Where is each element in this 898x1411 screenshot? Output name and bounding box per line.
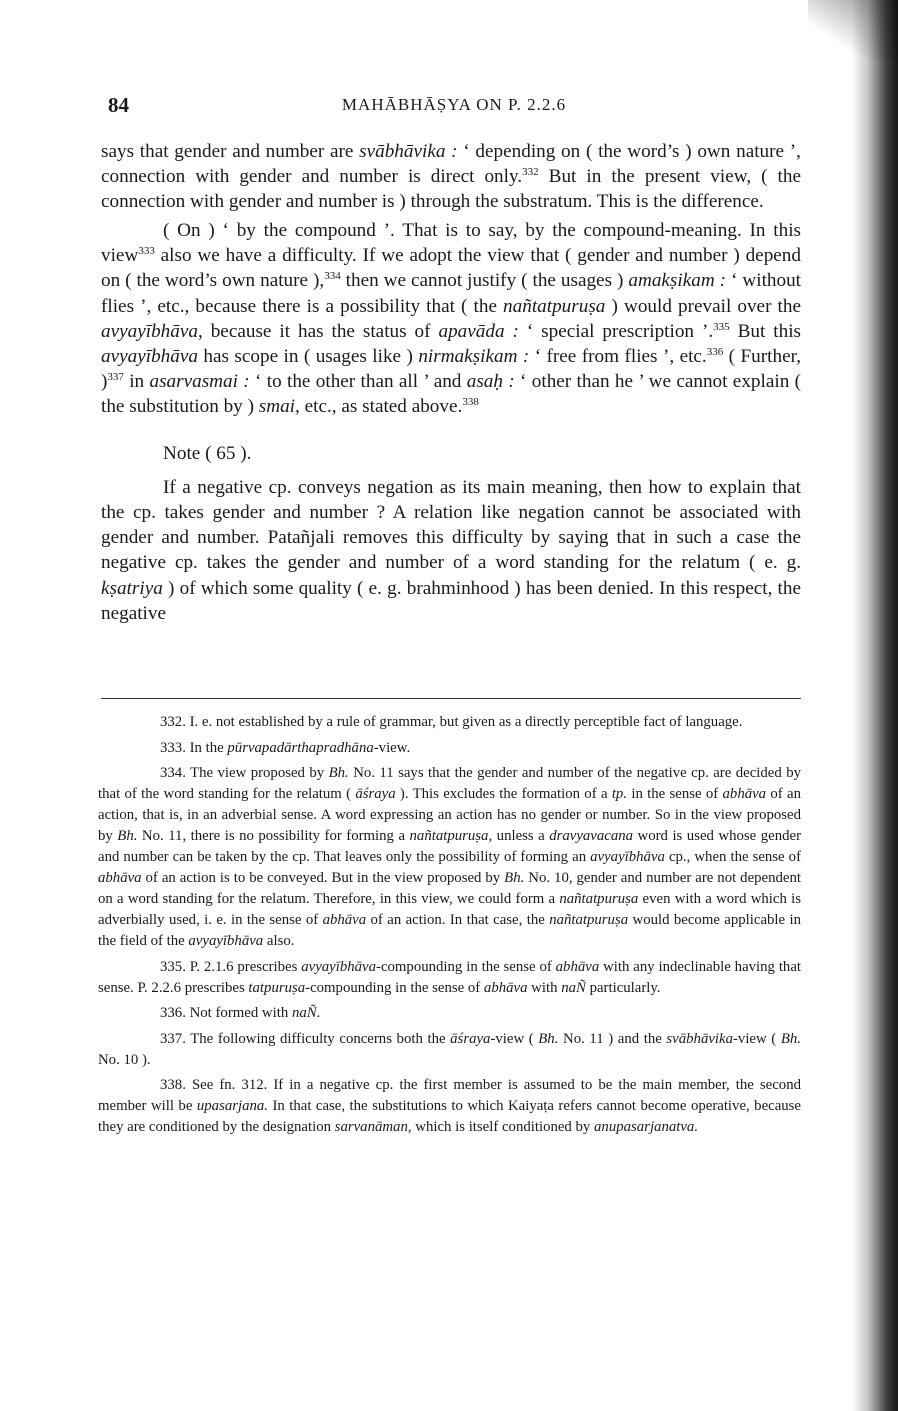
- italic-term: abhāva: [555, 958, 600, 975]
- running-title: MAHĀBHĀṢYA ON P. 2.2.6: [341, 95, 567, 114]
- footnotes: [98, 712, 801, 1143]
- italic-term: nañtatpuruṣa,: [409, 828, 493, 844]
- italic-term: tp.: [611, 786, 628, 802]
- italic-term: Bh.: [504, 870, 525, 886]
- footnote-332: 332. I. e. not established by a rule of grammar, but given as a directly perceptible fact of language.: [160, 714, 743, 730]
- footnote-ref: 332: [522, 166, 539, 179]
- italic-term: nañtatpuruṣa: [549, 912, 629, 928]
- footnote-338: 338. See fn. 312. If in a negative cp. the first member is assumed to be the main member, the second member will be upasarjana. In that case, the substitutions to which Kaiyaṭa refers cannot become operative, because they are conditioned by the designation sarvanāman, which is itself conditioned by anupasarjanatva.: [98, 1077, 801, 1135]
- footnote-ref: 334: [324, 270, 341, 283]
- italic-term: apavāda :: [438, 320, 519, 342]
- paragraph-continued: says that gender and number are svābhāvika : ‘ depending on ( the word’s ) own nature ’, connection with gender and number is direct only.$^{332}$ But in the present view, ( the connection with gender and number is ) through the substratum. This is the difference.: [101, 141, 801, 213]
- italic-term: smai,: [258, 395, 300, 417]
- page-number: 84: [108, 93, 129, 117]
- footnote-336: 336. Not formed with naÑ.: [160, 1005, 321, 1021]
- italic-term: abhāva: [483, 979, 528, 996]
- italic-term: āśraya: [355, 786, 396, 802]
- main-text: [101, 139, 801, 626]
- italic-term: amakṣikam :: [628, 270, 727, 292]
- italic-term: kṣatriya: [101, 577, 163, 599]
- italic-term: naÑ: [291, 1005, 317, 1021]
- italic-term: nirmakṣikam :: [418, 345, 530, 367]
- italic-term: avyayībhāva: [301, 958, 377, 975]
- italic-term: naÑ: [561, 979, 586, 996]
- italic-term: tatpuruṣa: [248, 979, 306, 996]
- italic-term: pūrvapadārthapradhāna: [227, 739, 374, 756]
- footnote-337: 337. The following difficulty concerns both the āśraya-view ( Bh. No. 11 ) and the svābhāvika-view ( Bh. No. 10 ).: [98, 1030, 801, 1068]
- italic-term: Bh.: [117, 828, 138, 844]
- italic-term: asarvasmai :: [149, 370, 250, 392]
- footnote-ref: 338: [462, 395, 479, 408]
- italic-term: upasarjana.: [196, 1098, 268, 1114]
- italic-term: abhāva: [322, 912, 367, 928]
- italic-term: Bh.: [328, 765, 349, 781]
- italic-term: avyayībhāva: [590, 849, 665, 865]
- italic-term: avyayībhāva: [188, 933, 264, 949]
- italic-term: anupasarjanatva.: [594, 1119, 699, 1135]
- italic-term: avyayībhāva: [101, 345, 198, 367]
- italic-term: āśraya: [450, 1030, 491, 1047]
- italic-term: abhāva: [98, 870, 142, 886]
- footnote-ref: 333: [138, 245, 155, 258]
- italic-term: svābhāvika :: [359, 141, 458, 162]
- italic-term: abhāva: [722, 786, 767, 802]
- italic-term: svābhāvika: [666, 1030, 733, 1047]
- italic-term: Bh.: [538, 1030, 559, 1047]
- footnote-rule: [101, 698, 801, 699]
- italic-term: asaḥ :: [466, 370, 515, 392]
- italic-term: Bh.: [780, 1030, 801, 1047]
- italic-term: avyayībhāva: [101, 320, 198, 342]
- footnote-334: 334. The view proposed by Bh. No. 11 says that the gender and number of the negative cp. are decided by that of the word standing for the relatum ( āśraya ). This excludes the formation of a tp. in the sense of abhāva of an action, that is, in an adverbial sense. A word expressing an action has no gender or number. So in the view proposed by Bh. No. 11, there is no possibility for forming a nañtatpuruṣa, unless a dravyavacana word is used whose gender and number can be taken by the cp. That leaves only the possibility of forming an avyayībhāva cp., when the sense of abhāva of an action is to be conveyed. But in the view proposed by Bh. No. 10, gender and number are not dependent on a word standing for the relatum. Therefore, in this view, we could form a nañtatpuruṣa even with a word which is adverbially used, i. e. in the sense of abhāva of an action. In that case, the nañtatpuruṣa would become applicable in the field of the avyayībhāva also.: [98, 765, 802, 949]
- note-heading: Note ( 65 ).: [163, 443, 252, 465]
- paragraph-compound: ( On ) ‘ by the compound ’. That is to say, by the compound-meaning. In this view$^{333}$ also we have a difficulty. If we adopt the view that ( gender and number ) depend on ( the word’s own nature ),$^{334}$ then we cannot justify ( the usages ) amakṣikam : ‘ without flies ’, etc., because there is a possibility that ( the nañtatpuruṣa ) would prevail over the avyayībhāva, because it has the status of apavāda : ‘ special prescription ’.$^{335}$ But this avyayībhāva has scope in ( usages like ) nirmakṣikam : ‘ free from flies ’, etc.$^{336}$ ( Further, )$^{337}$ in asarvasmai : ‘ to the other than all ’ and asaḥ : ‘ other than he ’ we cannot explain ( the substitution by ) smai, etc., as stated above.$^{338}$: [101, 220, 802, 417]
- footnote-333: 333. In the pūrvapadārthapradhāna-view.: [160, 739, 411, 756]
- italic-term: sarvanāman,: [334, 1119, 412, 1135]
- footnote-ref: 336: [706, 345, 724, 358]
- footnote-ref: 337: [107, 370, 124, 383]
- italic-term: nañtatpuruṣa: [503, 295, 606, 317]
- italic-term: nañtatpuruṣa: [559, 891, 639, 907]
- footnote-335: 335. P. 2.1.6 prescribes avyayībhāva-compounding in the sense of abhāva with any indeclinable having that sense. P. 2.2.6 prescribes tatpuruṣa-compounding in the sense of abhāva with naÑ particularly.: [98, 958, 802, 996]
- italic-term: dravyavacana: [549, 828, 634, 844]
- page-header: [108, 93, 800, 123]
- footnote-ref: 335: [713, 320, 730, 333]
- scan-binding-shadow: [852, 0, 898, 1411]
- paragraph-note-65: If a negative cp. conveys negation as its main meaning, then how to explain that the cp. takes gender and number ? A relation like negation cannot be associated with gender and number. Patañjali removes this difficulty by saying that in such a case the negative cp. takes the gender and number of a word standing for the relatum ( e. g. kṣatriya ) of which some quality ( e. g. brahminhood ) has been denied. In this respect, the negative: [101, 477, 801, 624]
